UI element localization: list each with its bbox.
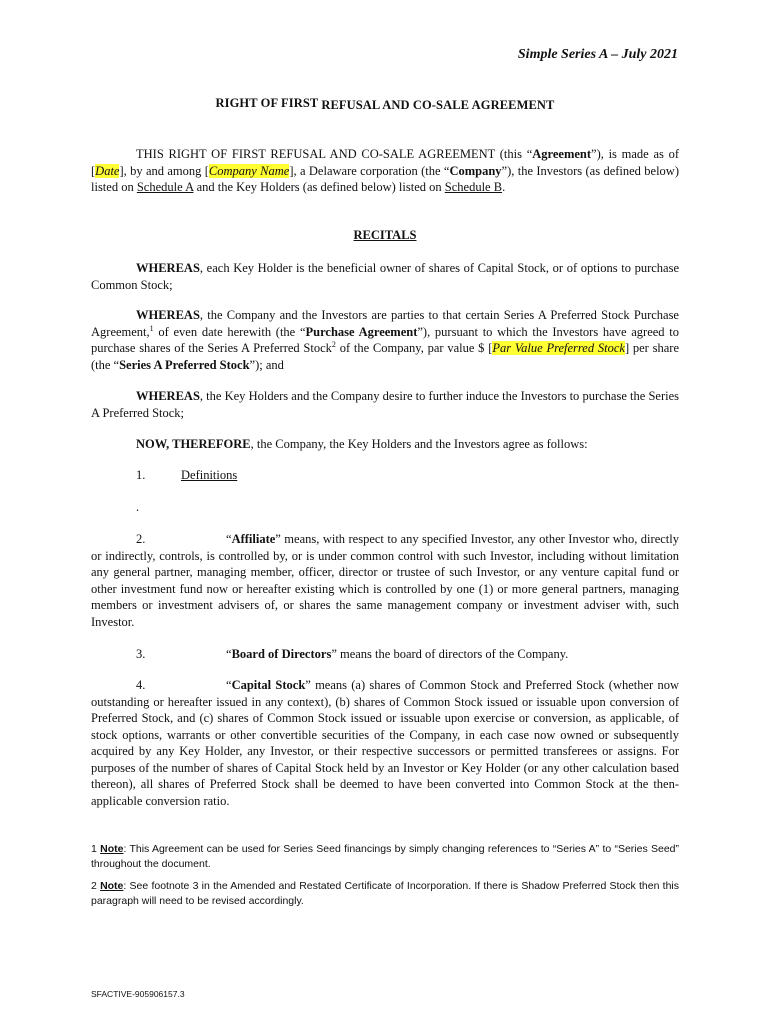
par-value-placeholder: Par Value Preferred Stock bbox=[492, 341, 625, 355]
recital-3 bbox=[91, 388, 679, 421]
recital-text: , the Company, the Key Holders and the Investors agree as follows: bbox=[250, 437, 588, 451]
section-4-text: ” means (a) shares of Common Stock and Preferred Stock (whether now outstanding or hereafter issued in any context), (b) shares of Common Stock issued or issuable upon conversion of Preferred Stock, and (c) shares of Common Stock issued or issuable upon exercise or conversion, as applicable, of stock options, warrants or other convertible securities of the Company, in each case now owned or subsequently acquired by any Key Holder, any Investor, or their respective successors or permitted transferees or assigns. For purposes of the number of shares of Capital Stock held by an Investor or Key Holder (or any other calculation based thereon), all shares of Preferred Stock shall be deemed to have been converted into Common Stock at the then-applicable conversion ratio. bbox=[91, 678, 679, 808]
recitals-heading: RECITALS bbox=[353, 228, 417, 242]
section-3-text: ” means the board of directors of the Company. bbox=[331, 647, 569, 661]
whereas-label: WHEREAS bbox=[136, 261, 200, 275]
document-id-footer: SFACTIVE-905906157.3 bbox=[91, 989, 185, 999]
now-therefore-label: NOW, THEREFORE bbox=[136, 437, 251, 451]
date-placeholder: Date bbox=[95, 163, 120, 178]
recital-text: , the Key Holders and the Company desire to further induce the Investors to purchase the Series A Preferred Stock; bbox=[91, 389, 679, 420]
footnote-1-note-label: Note bbox=[100, 843, 124, 855]
footnote-1 bbox=[91, 842, 679, 872]
defined-term-agreement: Agreement bbox=[532, 147, 592, 161]
company-name-placeholder: Company Name bbox=[208, 163, 290, 178]
title-part-2: REFUSAL AND CO-SALE AGREEMENT bbox=[321, 98, 555, 112]
recital-text: of even date herewith (the “ bbox=[153, 324, 306, 339]
section-2-number: 2. bbox=[136, 532, 146, 546]
recital-text: , each Key Holder is the beneficial owner of shares of Capital Stock, or of options to purchase Common Stock; bbox=[91, 261, 679, 292]
recital-text: ”), pursuant to which the Investors have agreed to purchase shares of the Series A Preferred Stock bbox=[91, 324, 679, 355]
intro-text: . bbox=[502, 180, 506, 194]
version-header: Simple Series A – July 2021 bbox=[517, 47, 678, 62]
recital-2 bbox=[91, 307, 679, 373]
recital-text: ] per share (the “ bbox=[91, 341, 679, 372]
defined-term-purchase-agreement: Purchase Agreement bbox=[305, 324, 418, 339]
intro-text: ”), the Investors (as defined below) listed on bbox=[91, 163, 679, 194]
defined-term-company: Company bbox=[449, 163, 502, 178]
section-4-number: 4. bbox=[136, 678, 146, 692]
section-3-paragraph: 3. “Board of Directors” means the board of directors of the Company. bbox=[91, 646, 679, 663]
footnote-2 bbox=[91, 879, 679, 909]
footnote-1-text: : This Agreement can be used for Series Seed financings by simply changing references to “Series A” to “Series Seed” throughout the document. bbox=[91, 843, 679, 870]
section-4-paragraph: 4. “Capital Stock” means (a) shares of Common Stock and Preferred Stock (whether now outstanding or hereafter issued in any context), (b) shares of Common Stock issued or issuable upon conversion of Preferred Stock, and (c) shares of Common Stock issued or issuable upon exercise or conversion, as applicable, of stock options, warrants or other convertible securities of the Company, in each case now owned or subsequently acquired by any Key Holder, any Investor, or their respective successors or permitted transferees or assigns. For purposes of the number of shares of Capital Stock held by an Investor or Key Holder (or any other calculation based thereon), all shares of Preferred Stock shall be deemed to have been converted into Common Stock at the then-applicable conversion ratio. bbox=[91, 678, 679, 808]
document-title bbox=[0, 96, 770, 111]
title-part-1: RIGHT OF FIRST bbox=[215, 96, 319, 110]
intro-text: ”), is made as of [ bbox=[91, 147, 679, 178]
footnote-2-note-label: Note bbox=[100, 880, 124, 892]
schedule-a-link: Schedule A bbox=[136, 180, 194, 194]
intro-text: THIS RIGHT OF FIRST REFUSAL AND CO-SALE AGREEMENT (this “ bbox=[136, 147, 533, 161]
section-2-paragraph: 2. “Affiliate” means, with respect to any specified Investor, any other Investor who, directly or indirectly, controls, is controlled by, or is under common control with such Investor, including without limitation any general partner, managing member, officer, director or trustee of such Investor, or any venture capital fund or other investment fund now or hereafter existing which is controlled by one (1) or more general partners, managing members or investment advisers of, or shares the same management company or investment adviser with, such Investor. bbox=[91, 532, 679, 629]
defined-term-capital-stock: Capital Stock bbox=[231, 678, 306, 692]
section-1-dot: . bbox=[136, 500, 140, 514]
intro-text: and the Key Holders (as defined below) listed on bbox=[193, 180, 445, 194]
whereas-label: WHEREAS bbox=[136, 308, 200, 322]
footnote-2-text: : See footnote 3 in the Amended and Restated Certificate of Incorporation. If there is Shadow Preferred Stock then this paragraph will need to be revised accordingly. bbox=[91, 880, 679, 907]
intro-text: ], a Delaware corporation (the “ bbox=[289, 163, 450, 178]
footnote-ref-2: 2 bbox=[331, 339, 336, 349]
defined-term-board-of-directors: Board of Directors bbox=[231, 647, 332, 661]
schedule-b-link: Schedule B bbox=[444, 180, 503, 194]
footnote-1-number: 1 bbox=[91, 843, 101, 855]
intro-paragraph bbox=[91, 146, 679, 196]
section-2-text: ” means, with respect to any specified Investor, any other Investor who, directly or indirectly, controls, is controlled by, or is under common control with such Investor, including without limitation any general partner, managing member, officer, director or trustee of such Investor, or any venture capital fund or other investment fund now or hereafter existing which is controlled by one (1) or more general partners, managing members or investment advisers of, or shares the same management company or investment adviser with, such Investor. bbox=[91, 532, 679, 629]
section-1-number: 1. bbox=[136, 468, 146, 482]
recital-text: of the Company, par value $ [ bbox=[335, 341, 493, 355]
intro-text: ], by and among [ bbox=[119, 163, 209, 178]
recital-text: , the Company and the Investors are parties to that certain Series A Preferred Stock Purchase Agreement, bbox=[91, 308, 679, 339]
section-3-number: 3. bbox=[136, 647, 146, 661]
defined-term-series-a-preferred: Series A Preferred Stock bbox=[119, 357, 250, 372]
whereas-label: WHEREAS bbox=[136, 389, 200, 403]
recital-text: ”); and bbox=[249, 357, 284, 372]
defined-term-affiliate: Affiliate bbox=[231, 532, 276, 546]
footnote-2-number: 2 bbox=[91, 880, 101, 892]
now-therefore-paragraph bbox=[91, 436, 679, 453]
section-1-heading: Definitions bbox=[181, 468, 238, 482]
recital-1 bbox=[91, 260, 679, 293]
footnote-ref-1: 1 bbox=[149, 323, 154, 333]
